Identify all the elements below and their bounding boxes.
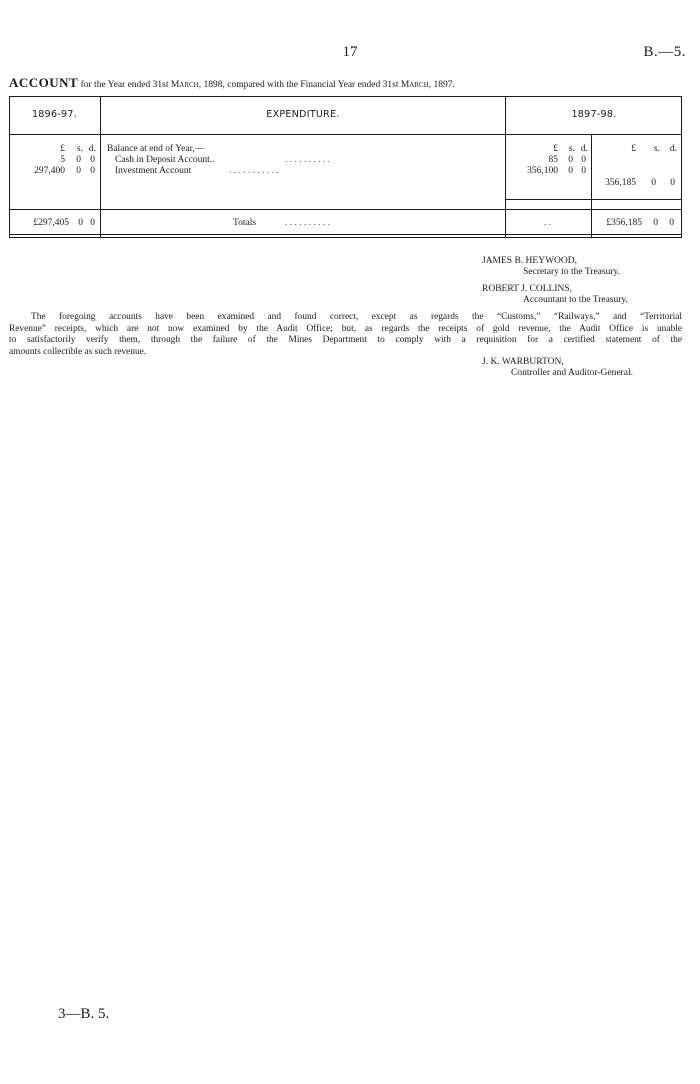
signatory-title: Secretary to the Treasury. [523, 267, 620, 277]
leader-dots: . . . . . . . . . . [285, 155, 331, 165]
auditor-title: Controller and Auditor-General. [511, 368, 633, 378]
left-pound-unit: £ [60, 144, 65, 154]
item-pounds: 85 [548, 155, 558, 165]
paragraph-line: to satisfactorily verify them, through the failure of the Mines Department to comply with a requisition for a certified statement of the [9, 335, 682, 346]
heading-text-3: , 1897. [428, 80, 455, 90]
expenditure-table [9, 96, 682, 237]
subtotal-pounds: 356,185 [605, 178, 636, 188]
right-total-shillings: 0 [653, 218, 658, 228]
left-total-pounds: £297,405 [33, 218, 69, 228]
left-entry-shillings: 0 [76, 155, 81, 165]
right-total-pounds: £356,185 [606, 218, 642, 228]
left-pence-unit: d. [88, 144, 96, 154]
item-shillings: 0 [568, 155, 573, 165]
mid-pound-unit: £ [553, 144, 558, 154]
signatory-name: JAMES B. HEYWOOD, [482, 256, 577, 266]
item-pence: 0 [581, 166, 586, 176]
heading-text-2: , 1898, compared with the Financial Year ended 31st [198, 80, 401, 90]
account-word: ACCOUNT [9, 75, 79, 90]
mid-shilling-unit: s. [568, 144, 575, 154]
heading-month-2: March [400, 80, 429, 90]
item-label: Cash in Deposit Account.. [115, 155, 215, 165]
mid-leader-dots: . . [544, 218, 552, 228]
leader-dots: . . . . . . . . . . . [229, 166, 279, 176]
paragraph-line: Revenue” receipts, which are not now examined by the Audit Office; but, as regards the receipts of gold revenue, the Audit Office is unable [9, 323, 682, 334]
left-entry-shillings: 0 [76, 166, 81, 176]
left-entry-pence: 0 [90, 166, 95, 176]
audit-paragraph [9, 312, 682, 358]
paragraph-line: The foregoing accounts have been examined and found correct, except as regards the “Customs,” “Railways,” and “Territorial [31, 312, 682, 322]
totals-label: Totals [233, 218, 257, 228]
header-year-1896: 1896-97. [31, 109, 78, 120]
right-total-pence: 0 [669, 218, 674, 228]
footer-reference: 3—B. 5. [58, 1006, 110, 1022]
item-shillings: 0 [568, 166, 573, 176]
left-entry-pence: 0 [90, 155, 95, 165]
header-expenditure: EXPENDITURE. [266, 109, 340, 120]
heading-month-1: March [170, 80, 199, 90]
item-pounds: 356,100 [527, 166, 558, 176]
document-reference: B.—5. [643, 44, 686, 60]
right-pound-unit: £ [631, 144, 636, 154]
signatory-title: Accountant to the Treasury. [523, 295, 628, 305]
auditor-name: J. K. WARBURTON, [482, 357, 564, 367]
left-total-shillings: 0 [78, 218, 83, 228]
leader-dots: . . . . . . . . . . [285, 218, 331, 228]
mid-pence-unit: d. [580, 144, 588, 154]
signatory-name: ROBERT J. COLLINS, [482, 284, 573, 294]
left-entry-pounds: 297,400 [34, 166, 65, 176]
item-pence: 0 [581, 155, 586, 165]
account-heading [9, 75, 455, 91]
section-label: Balance at end of Year,— [107, 144, 205, 154]
left-total-pence: 0 [90, 218, 95, 228]
item-label: Investment Account [115, 166, 192, 176]
subtotal-pence: 0 [670, 178, 675, 188]
right-pence-unit: d. [669, 144, 677, 154]
paragraph-line: amounts collectible as such revenue. [9, 346, 147, 357]
heading-text-1: for the Year ended 31st [78, 80, 171, 90]
right-shilling-unit: s. [653, 144, 660, 154]
header-year-1897: 1897-98. [571, 109, 617, 120]
left-shilling-unit: s. [76, 144, 83, 154]
page-number: 17 [342, 44, 358, 60]
subtotal-shillings: 0 [651, 178, 656, 188]
left-entry-pounds: 5 [60, 155, 65, 165]
